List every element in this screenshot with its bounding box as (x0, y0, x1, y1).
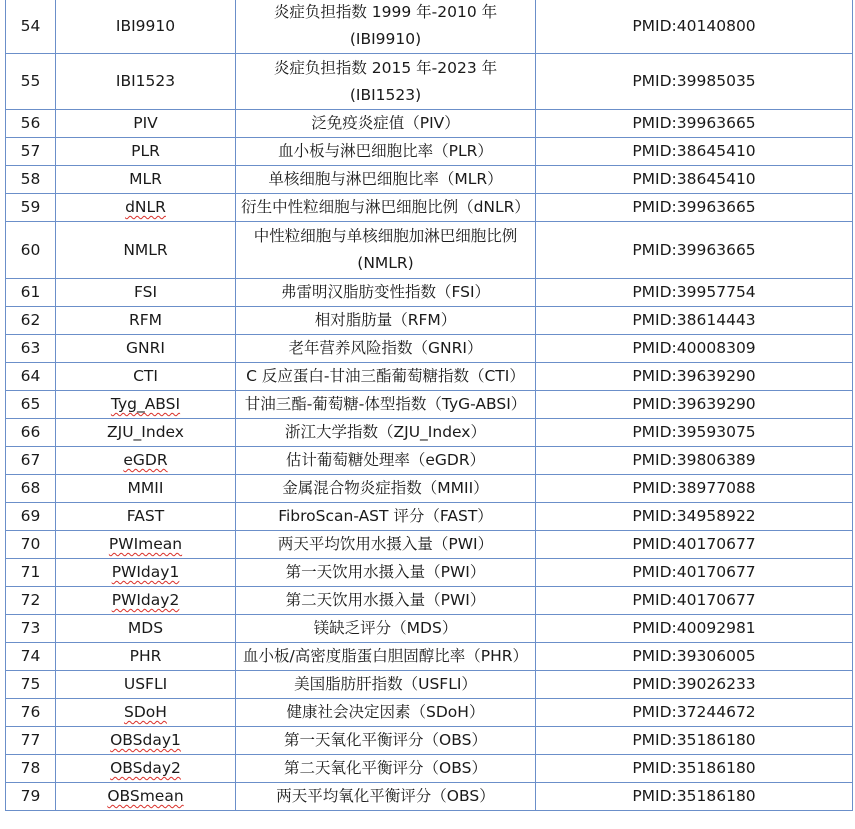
abbreviation-cell (56, 279, 236, 307)
abbreviation-cell (56, 559, 236, 587)
pmid-text: PMID:38645410 (632, 170, 756, 188)
index-name-cell (236, 54, 536, 110)
row-number-cell (6, 727, 56, 755)
index-name-text: 弗雷明汉脂肪变性指数（FSI） (280, 283, 491, 301)
index-name-cell (236, 615, 536, 643)
row-number-cell (6, 559, 56, 587)
pmid-cell (536, 531, 853, 559)
index-name-text: 两天平均饮用水摄入量（PWI） (277, 535, 494, 553)
pmid-text: PMID:39306005 (632, 647, 756, 665)
index-name-text: 老年营养风险指数（GNRI） (288, 339, 483, 357)
row-number-text: 55 (20, 72, 41, 90)
row-number-text: 73 (20, 619, 41, 637)
index-name-cell (236, 531, 536, 559)
abbreviation-cell (56, 363, 236, 391)
table-row (6, 335, 853, 363)
pmid-text: PMID:35186180 (632, 759, 756, 777)
pmid-text: PMID:37244672 (632, 703, 756, 721)
abbreviation-text: IBI9910 (115, 16, 176, 35)
abbreviation-cell (56, 447, 236, 475)
index-name-cell (236, 166, 536, 194)
abbreviation-cell (56, 671, 236, 699)
index-name-cell (236, 503, 536, 531)
table-row (6, 166, 853, 194)
table-row (6, 727, 853, 755)
index-name-text: 衍生中性粒细胞与淋巴细胞比例（dNLR） (241, 198, 530, 216)
row-number-cell (6, 391, 56, 419)
index-name-cell (236, 307, 536, 335)
abbreviation-cell (56, 419, 236, 447)
table-row (6, 615, 853, 643)
index-name-cell (236, 475, 536, 503)
row-number-text: 60 (20, 240, 41, 259)
pmid-cell (536, 475, 853, 503)
row-number-text: 66 (20, 423, 41, 441)
pmid-text: PMID:35186180 (632, 787, 756, 805)
index-name-cell (236, 671, 536, 699)
abbreviation-text: PLR (131, 142, 160, 160)
table-row (6, 0, 853, 54)
pmid-text: PMID:38614443 (632, 311, 756, 329)
index-name-text: C 反应蛋白-甘油三酯葡萄糖指数（CTI） (246, 367, 525, 385)
index-name-cell (236, 447, 536, 475)
abbreviation-text: FAST (126, 507, 165, 525)
row-number-cell (6, 643, 56, 671)
abbreviation-cell (56, 699, 236, 727)
abbreviation-text: MMII (127, 479, 164, 497)
index-name-text: 健康社会决定因素（SDoH） (286, 703, 485, 721)
abbreviation-text: ZJU_Index (107, 423, 184, 441)
abbreviation-cell (56, 475, 236, 503)
index-name-cell (236, 699, 536, 727)
abbreviation-cell (56, 110, 236, 138)
index-name-text: 炎症负担指数 2015 年-2023 年 (IBI1523) (273, 58, 498, 104)
index-name-cell (236, 391, 536, 419)
row-number-cell (6, 363, 56, 391)
index-name-cell (236, 138, 536, 166)
row-number-text: 70 (20, 535, 41, 553)
abbreviation-cell (56, 587, 236, 615)
pmid-cell (536, 279, 853, 307)
abbreviation-cell (56, 166, 236, 194)
table-row (6, 110, 853, 138)
pmid-cell (536, 615, 853, 643)
abbreviation-text: SDoH (124, 703, 167, 721)
table-row (6, 54, 853, 110)
index-name-text: 第一天饮用水摄入量（PWI） (285, 563, 486, 581)
index-name-text: 金属混合物炎症指数（MMII） (282, 479, 489, 497)
abbreviation-cell (56, 755, 236, 783)
row-number-cell (6, 531, 56, 559)
row-number-text: 56 (20, 114, 41, 132)
pmid-text: PMID:39639290 (632, 367, 756, 385)
row-number-cell (6, 138, 56, 166)
abbreviation-text: Tyg_ABSI (110, 395, 181, 413)
pmid-text: PMID:38645410 (632, 142, 756, 160)
row-number-text: 58 (20, 170, 41, 188)
table-row (6, 475, 853, 503)
row-number-cell (6, 615, 56, 643)
index-name-cell (236, 0, 536, 54)
index-name-text: 血小板与淋巴细胞比率（PLR） (278, 142, 493, 160)
abbreviation-text: eGDR (123, 451, 168, 469)
index-name-text: 中性粒细胞与单核细胞加淋巴细胞比例 (NMLR) (253, 227, 518, 272)
row-number-cell (6, 54, 56, 110)
abbreviation-cell (56, 783, 236, 811)
index-name-text: 两天平均氧化平衡评分（OBS） (276, 787, 495, 805)
index-name-text: 单核细胞与淋巴细胞比率（MLR） (268, 170, 503, 188)
row-number-text: 65 (20, 395, 41, 413)
row-number-text: 63 (20, 339, 41, 357)
row-number-text: 69 (20, 507, 41, 525)
pmid-cell (536, 587, 853, 615)
index-name-text: 相对脂肪量（RFM） (314, 311, 457, 329)
row-number-text: 74 (20, 647, 41, 665)
abbreviation-cell (56, 335, 236, 363)
abbreviation-cell (56, 727, 236, 755)
pmid-text: PMID:39963665 (632, 114, 756, 132)
row-number-text: 61 (20, 283, 41, 301)
row-number-cell (6, 194, 56, 222)
row-number-text: 76 (20, 703, 41, 721)
index-name-text: 浙江大学指数（ZJU_Index） (285, 423, 486, 441)
row-number-cell (6, 0, 56, 54)
pmid-cell (536, 363, 853, 391)
pmid-text: PMID:40170677 (632, 563, 756, 581)
pmid-cell (536, 307, 853, 335)
row-number-text: 75 (20, 675, 41, 693)
index-name-cell (236, 755, 536, 783)
table-row (6, 699, 853, 727)
index-name-cell (236, 194, 536, 222)
table-row (6, 279, 853, 307)
abbreviation-text: RFM (128, 311, 163, 329)
pmid-cell (536, 643, 853, 671)
pmid-text: PMID:39806389 (632, 451, 756, 469)
index-name-text: 血小板/高密度脂蛋白胆固醇比率（PHR） (243, 647, 528, 665)
abbreviation-text: MLR (129, 170, 162, 188)
table-row (6, 531, 853, 559)
pmid-text: PMID:40140800 (632, 16, 756, 35)
pmid-cell (536, 503, 853, 531)
index-name-text: 第一天氧化平衡评分（OBS） (284, 731, 487, 749)
index-name-cell (236, 363, 536, 391)
row-number-cell (6, 307, 56, 335)
index-name-text: 估计葡萄糖处理率（eGDR） (285, 451, 486, 469)
row-number-cell (6, 166, 56, 194)
pmid-text: PMID:39963665 (632, 240, 756, 259)
index-name-cell (236, 110, 536, 138)
abbreviation-text: PWIday2 (111, 591, 180, 609)
pmid-text: PMID:39639290 (632, 395, 756, 413)
abbreviation-cell (56, 531, 236, 559)
abbreviation-cell (56, 391, 236, 419)
row-number-cell (6, 671, 56, 699)
table-row (6, 643, 853, 671)
index-name-cell (236, 335, 536, 363)
pmid-cell (536, 671, 853, 699)
table-row (6, 363, 853, 391)
pmid-cell (536, 755, 853, 783)
row-number-text: 67 (20, 451, 41, 469)
table-row (6, 307, 853, 335)
abbreviation-cell (56, 54, 236, 110)
pmid-text: PMID:34958922 (632, 507, 756, 525)
row-number-text: 77 (20, 731, 41, 749)
pmid-cell (536, 194, 853, 222)
pmid-text: PMID:39026233 (632, 675, 756, 693)
index-name-text: FibroScan-AST 评分（FAST） (278, 507, 493, 525)
index-name-cell (236, 643, 536, 671)
table-row (6, 222, 853, 279)
pmid-text: PMID:40170677 (632, 591, 756, 609)
pmid-cell (536, 138, 853, 166)
row-number-text: 68 (20, 479, 41, 497)
table-row (6, 391, 853, 419)
row-number-cell (6, 110, 56, 138)
row-number-cell (6, 447, 56, 475)
abbreviation-cell (56, 194, 236, 222)
abbreviation-text: PWIday1 (111, 563, 180, 581)
pmid-cell (536, 54, 853, 110)
pmid-text: PMID:39985035 (632, 72, 756, 90)
pmid-text: PMID:39593075 (632, 423, 756, 441)
index-name-cell (236, 587, 536, 615)
index-name-text: 镁缺乏评分（MDS） (313, 619, 458, 637)
index-name-text: 泛免疫炎症值（PIV） (311, 114, 460, 132)
row-number-cell (6, 222, 56, 279)
pmid-cell (536, 419, 853, 447)
abbreviation-text: PWImean (108, 535, 183, 553)
abbreviation-text: IBI1523 (115, 72, 176, 90)
index-name-text: 第二天氧化平衡评分（OBS） (284, 759, 487, 777)
abbreviation-text: OBSday1 (110, 731, 181, 749)
abbreviation-text: MDS (127, 619, 164, 637)
index-name-cell (236, 727, 536, 755)
abbreviation-text: PIV (133, 114, 158, 132)
abbreviation-cell (56, 503, 236, 531)
table-row (6, 447, 853, 475)
abbreviation-cell (56, 222, 236, 279)
table-row (6, 419, 853, 447)
pmid-text: PMID:38977088 (632, 479, 756, 497)
row-number-text: 64 (20, 367, 41, 385)
abbreviation-cell (56, 615, 236, 643)
row-number-text: 62 (20, 311, 41, 329)
row-number-cell (6, 755, 56, 783)
pmid-cell (536, 166, 853, 194)
row-number-text: 72 (20, 591, 41, 609)
row-number-text: 59 (20, 198, 41, 216)
row-number-text: 71 (20, 563, 41, 581)
table-row (6, 138, 853, 166)
pmid-text: PMID:40008309 (632, 339, 756, 357)
pmid-cell (536, 783, 853, 811)
pmid-cell (536, 447, 853, 475)
row-number-cell (6, 475, 56, 503)
index-name-cell (236, 559, 536, 587)
abbreviation-cell (56, 138, 236, 166)
table-row (6, 587, 853, 615)
abbreviation-text: NMLR (123, 240, 168, 259)
abbreviation-text: OBSmean (107, 787, 184, 805)
index-table (5, 0, 853, 811)
pmid-cell (536, 0, 853, 54)
index-name-text: 第二天饮用水摄入量（PWI） (285, 591, 486, 609)
abbreviation-cell (56, 307, 236, 335)
index-name-cell (236, 279, 536, 307)
index-name-cell (236, 783, 536, 811)
row-number-cell (6, 419, 56, 447)
abbreviation-text: OBSday2 (110, 759, 181, 777)
table-row (6, 755, 853, 783)
abbreviation-text: CTI (133, 367, 158, 385)
abbreviation-cell (56, 0, 236, 54)
abbreviation-text: dNLR (125, 198, 166, 216)
abbreviation-text: GNRI (126, 339, 165, 357)
row-number-text: 54 (20, 16, 41, 35)
table-body (6, 0, 853, 811)
row-number-cell (6, 587, 56, 615)
pmid-cell (536, 391, 853, 419)
pmid-text: PMID:39957754 (632, 283, 756, 301)
pmid-text: PMID:39963665 (632, 198, 756, 216)
pmid-cell (536, 110, 853, 138)
abbreviation-cell (56, 643, 236, 671)
table-row (6, 671, 853, 699)
pmid-text: PMID:40092981 (632, 619, 756, 637)
pmid-cell (536, 699, 853, 727)
row-number-text: 79 (20, 787, 41, 805)
index-name-text: 炎症负担指数 1999 年-2010 年 (IBI9910) (273, 3, 498, 48)
table-row (6, 783, 853, 811)
table-row (6, 503, 853, 531)
row-number-cell (6, 279, 56, 307)
abbreviation-text: FSI (133, 283, 158, 301)
abbreviation-text: PHR (129, 647, 162, 665)
row-number-text: 78 (20, 759, 41, 777)
index-name-cell (236, 419, 536, 447)
row-number-text: 57 (20, 142, 41, 160)
pmid-text: PMID:35186180 (632, 731, 756, 749)
table-row (6, 194, 853, 222)
row-number-cell (6, 699, 56, 727)
abbreviation-text: USFLI (123, 675, 168, 693)
row-number-cell (6, 503, 56, 531)
index-name-cell (236, 222, 536, 279)
pmid-text: PMID:40170677 (632, 535, 756, 553)
table-row (6, 559, 853, 587)
pmid-cell (536, 335, 853, 363)
index-name-text: 美国脂肪肝指数（USFLI） (294, 675, 477, 693)
pmid-cell (536, 559, 853, 587)
index-name-text: 甘油三酯-葡萄糖-体型指数（TyG-ABSI） (244, 395, 527, 413)
row-number-cell (6, 783, 56, 811)
pmid-cell (536, 727, 853, 755)
row-number-cell (6, 335, 56, 363)
pmid-cell (536, 222, 853, 279)
